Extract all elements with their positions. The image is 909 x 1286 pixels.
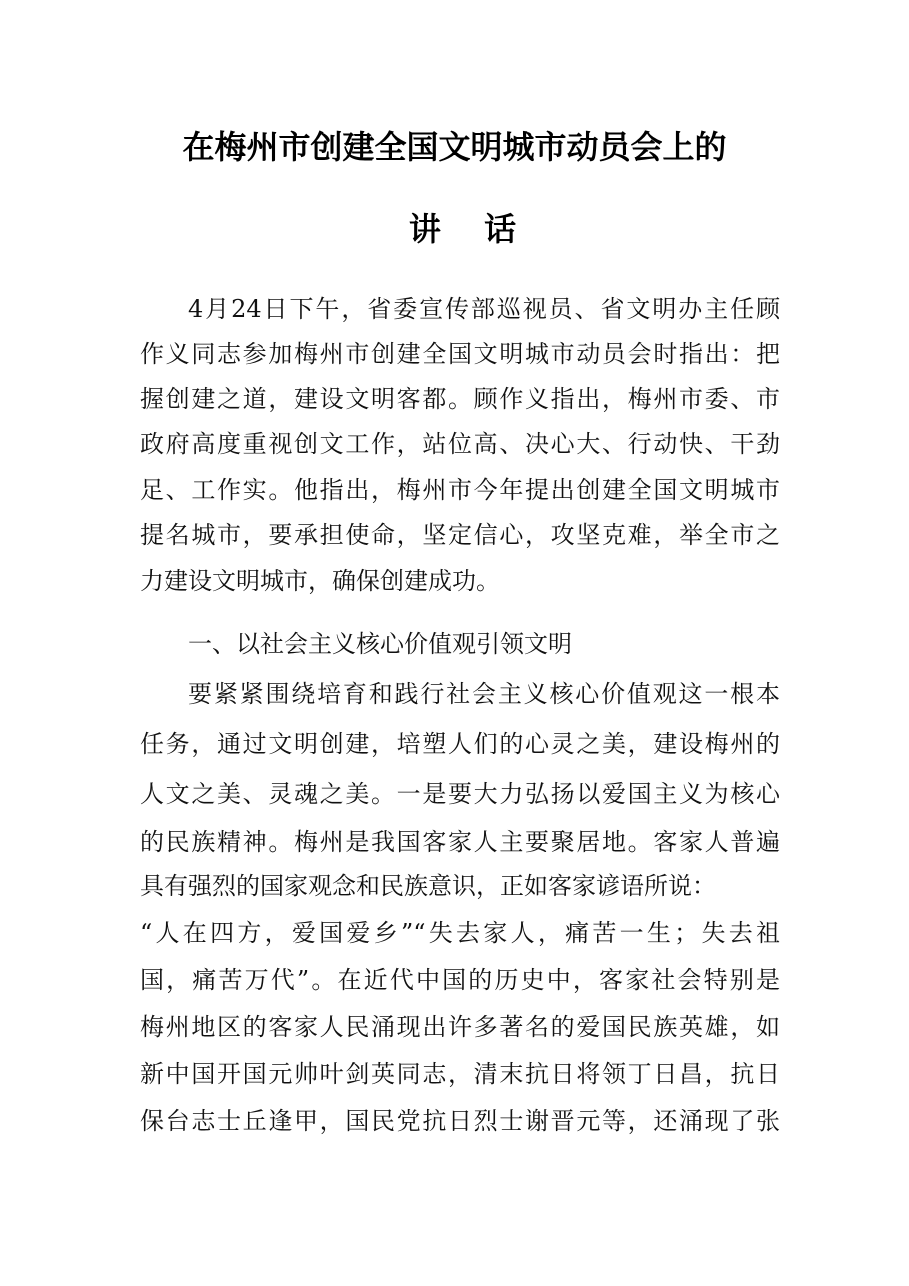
paragraph-1-line-7: 力建设文明城市，确保创建成功。 — [140, 567, 500, 595]
document-title-line-2: 讲 话 — [408, 210, 533, 248]
paragraph-1-line-3: 握创建之道，建设文明客都。顾作义指出，梅州市委、市 — [140, 385, 780, 413]
paragraph-2-line-7: 国，痛苦万代”。在近代中国的历史中，客家社会特别是 — [140, 966, 780, 994]
paragraph-2-line-5: 具有强烈的国家观念和民族意识，正如客家谚语所说： — [140, 872, 716, 900]
paragraph-1-line-1: 4月24日下午，省委宣传部巡视员、省文明办主任顾 — [188, 295, 780, 323]
paragraph-2-line-10: 保台志士丘逢甲，国民党抗日烈士谢晋元等，还涌现了张 — [140, 1107, 780, 1135]
paragraph-2-line-1: 要紧紧围绕培育和践行社会主义核心价值观这一根本 — [188, 680, 780, 708]
paragraph-2-line-6: “人在四方，爱国爱乡”“失去家人，痛苦一生；失去祖 — [140, 919, 780, 947]
paragraph-2-line-4: 的民族精神。梅州是我国客家人主要聚居地。客家人普遍 — [140, 828, 780, 856]
document-title-line-1: 在梅州市创建全国文明城市动员会上的 — [182, 128, 727, 166]
paragraph-1-line-5: 足、工作实。他指出，梅州市今年提出创建全国文明城市 — [140, 476, 780, 504]
section-heading-1: 一、以社会主义核心价值观引领文明 — [188, 630, 572, 658]
paragraph-1-line-6: 提名城市，要承担使命，坚定信心，攻坚克难，举全市之 — [140, 521, 780, 549]
paragraph-1-line-2: 作义同志参加梅州市创建全国文明城市动员会时指出：把 — [140, 340, 780, 368]
paragraph-2-line-3: 人文之美、灵魂之美。一是要大力弘扬以爱国主义为核心 — [140, 780, 780, 808]
paragraph-2-line-9: 新中国开国元帅叶剑英同志，清末抗日将领丁日昌，抗日 — [140, 1060, 780, 1088]
paragraph-1-line-4: 政府高度重视创文工作，站位高、决心大、行动快、干劲 — [140, 430, 780, 458]
paragraph-2-line-8: 梅州地区的客家人民涌现出许多著名的爱国民族英雄，如 — [140, 1013, 780, 1041]
paragraph-2-line-2: 任务，通过文明创建，培塑人们的心灵之美，建设梅州的 — [140, 730, 780, 758]
